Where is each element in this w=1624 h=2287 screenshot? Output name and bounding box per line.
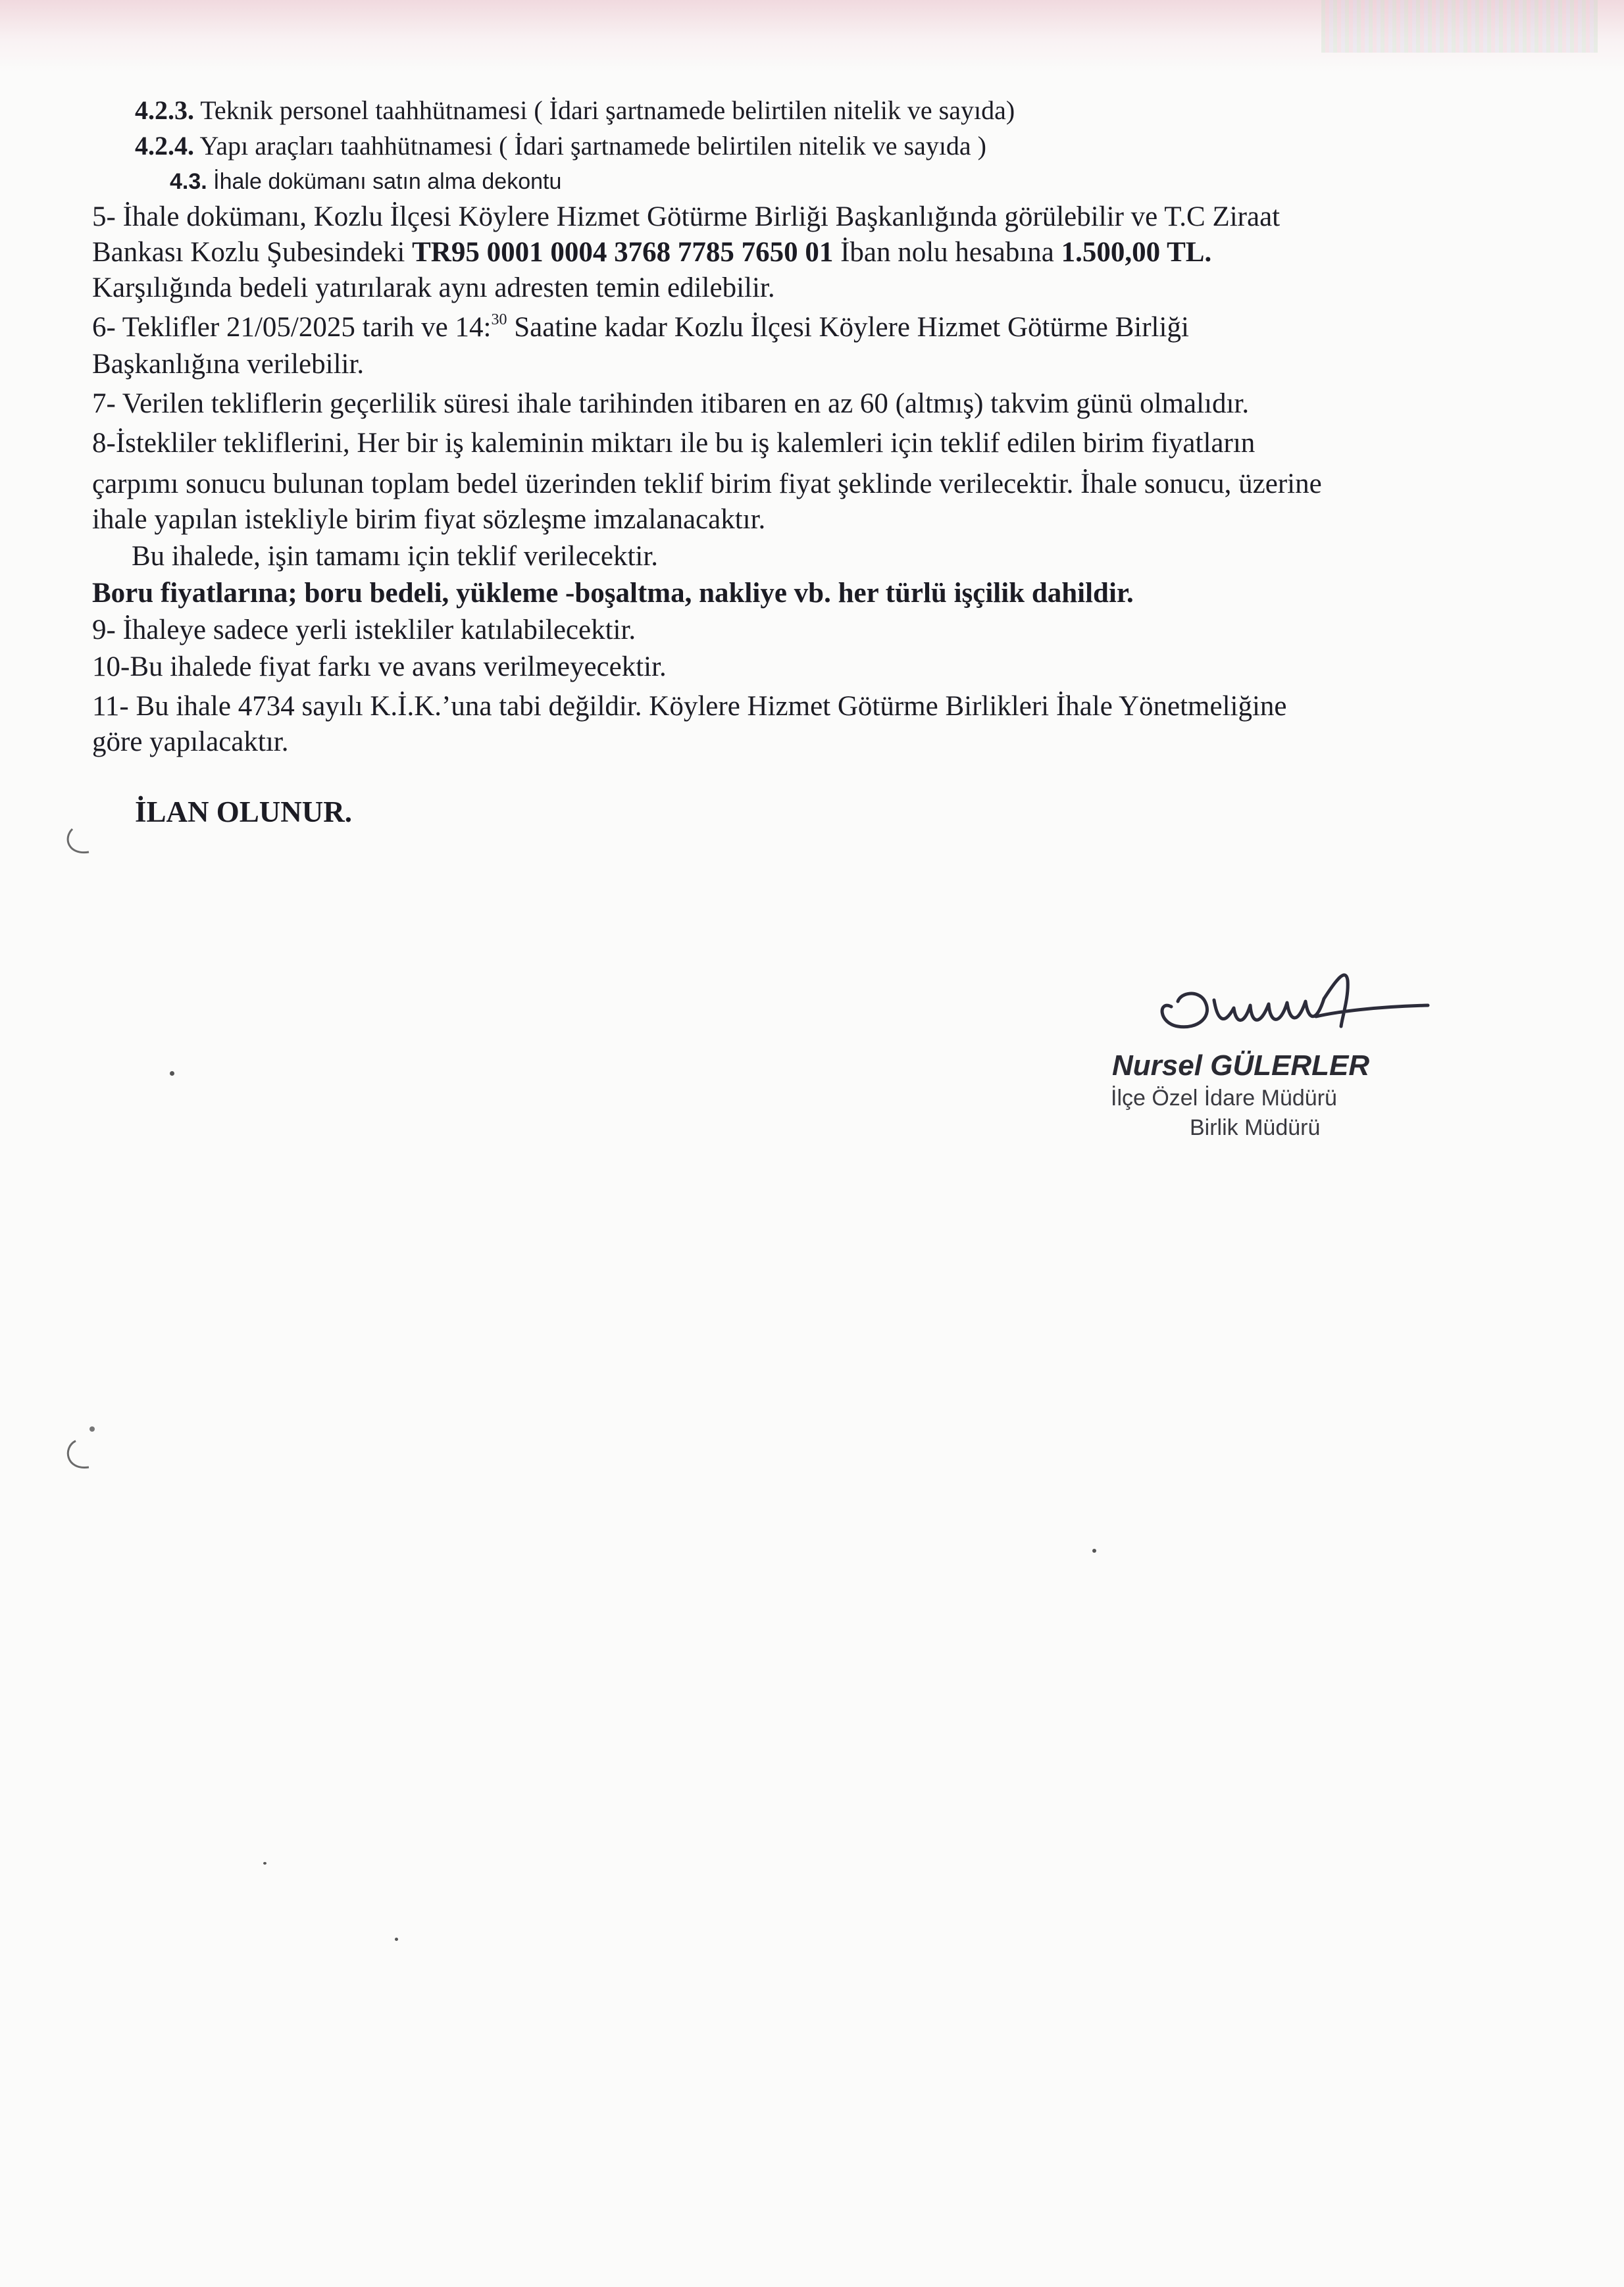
signer-title: İlçe Özel İdare Müdürü [1111,1086,1337,1111]
closing-statement: İLAN OLUNUR. [135,795,353,828]
clause-10: 10-Bu ihalede fiyat farkı ve avans verilmeyecektir. [92,651,667,682]
deadline-minutes: 30 [491,311,507,328]
item-4-2-3 [135,97,1015,124]
clause-6-cont: Başkanlığına verilebilir. [92,349,365,380]
deadline-text: 6- Teklifler 21/05/2025 tarih ve 14: [92,312,492,343]
deadline-text-cont: Saatine kadar Kozlu İlçesi Köylere Hizmet Götürme Birliği [507,312,1189,343]
scan-color-bar [1321,0,1598,53]
pipe-price-note: Boru fiyatlarına; boru bedeli, yükleme -boşaltma, nakliye vb. her türlü işçilik dahildir. [92,578,1134,609]
fee-amount: 1.500,00 TL. [1061,237,1212,268]
item-number: 4.2.3. [135,95,194,125]
item-text: Teknik personel taahhütnamesi ( İdari şartnamede belirtilen nitelik ve sayıda) [194,95,1015,125]
clause-7: 7- Verilen tekliflerin geçerlilik süresi ihale tarihinden itibaren en az 60 (altmış) takvim günü olmalıdır. [92,388,1250,419]
clause-5: 5- İhale dokümanı, Kozlu İlçesi Köylere Hizmet Götürme Birliği Başkanlığında görülebilir ve T.C Ziraat [92,201,1281,232]
hole-punch-mark [53,1421,105,1480]
clause-8-cont: çarpımı sonucu bulunan toplam bedel üzerinden teklif birim fiyat şeklinde verilecektir. İhale sonucu, üzerine [92,468,1322,499]
clause-6 [92,313,1189,341]
clause-11-cont: göre yapılacaktır. [92,726,289,757]
clause-8-end: ihale yapılan istekliyle birim fiyat sözleşme imzalanacaktır. [92,504,766,535]
iban-text: İban nolu hesabına [833,237,1061,268]
item-4-2-4 [135,133,986,159]
clause-5-bank [92,238,1211,266]
hole-punch-mark [59,822,105,862]
signer-subtitle: Birlik Müdürü [1190,1115,1321,1140]
clause-8: 8-İstekliler tekliflerini, Her bir iş kaleminin miktarı ile bu iş kalemleri için teklif edilen birim fiyatların [92,428,1256,459]
clause-11: 11- Bu ihale 4734 sayılı K.İ.K.’una tabi değildir. Köylere Hizmet Götürme Birlikleri İhale Yönetmeliğine [92,691,1287,722]
iban-number: TR95 0001 0004 3768 7785 7650 01 [412,237,834,268]
item-4-3 [170,166,561,194]
bank-text: Bankası Kozlu Şubesindeki [92,237,413,268]
scan-speck [263,1862,266,1865]
signature-block [1112,961,1454,1151]
scan-speck [395,1938,398,1941]
item-number: 4.2.4. [135,131,194,161]
clause-9: 9- İhaleye sadece yerli istekliler katılabilecektir. [92,615,636,645]
item-text: Yapı araçları taahhütnamesi ( İdari şartnamede belirtilen nitelik ve sayıda ) [194,131,987,161]
scan-speck [1092,1549,1096,1553]
whole-job-note: Bu ihalede, işin tamamı için teklif verilecektir. [132,541,659,572]
handwritten-signature [1152,961,1441,1046]
clause-5-cont: Karşılığında bedeli yatırılarak aynı adresten temin edilebilir. [92,272,775,303]
scan-speck [170,1071,174,1076]
signer-name: Nursel GÜLERLER [1112,1049,1370,1082]
item-number: 4.3. [170,169,207,194]
item-text: İhale dokümanı satın alma dekontu [207,169,562,194]
